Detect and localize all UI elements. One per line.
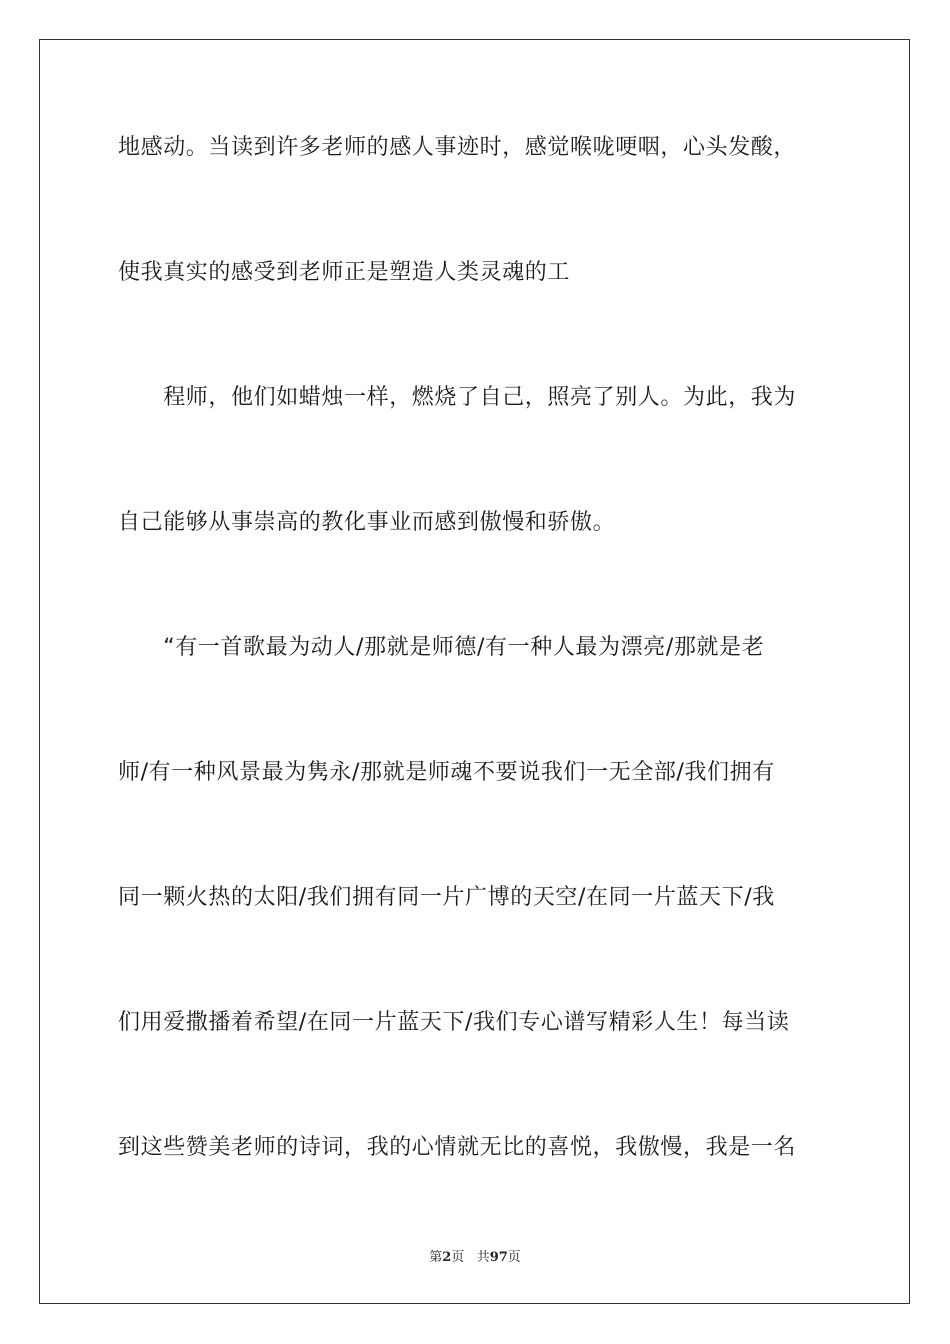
body-text-line-8: 们用爱撒播着希望/在同一片蓝天下/我们专心谱写精彩人生！每当读	[118, 1010, 790, 1035]
body-text-line-1: 地感动。当读到许多老师的感人事迹时，感觉喉咙哽咽，心头发酸，	[118, 135, 797, 160]
footer-total-suffix: 页	[507, 1250, 521, 1265]
page-footer	[0, 1246, 950, 1265]
footer-page-number: 2	[442, 1250, 452, 1265]
body-text-line-3: 程师，他们如蜡烛一样，燃烧了自己，照亮了别人。为此，我为	[118, 385, 797, 410]
footer-total-prefix: 共	[476, 1250, 490, 1265]
body-text-line-7: 同一颗火热的太阳/我们拥有同一片广博的天空/在同一片蓝天下/我	[118, 885, 775, 910]
body-text-line-2: 使我真实的感受到老师正是塑造人类灵魂的工	[118, 260, 571, 285]
footer-page-prefix: 第	[429, 1250, 443, 1265]
page-border	[39, 39, 910, 1304]
footer-total-pages: 97	[489, 1250, 508, 1265]
body-text-line-9: 到这些赞美老师的诗词，我的心情就无比的喜悦，我傲慢，我是一名	[118, 1135, 797, 1160]
body-text-line-6: 师/有一种风景最为隽永/那就是师魂不要说我们一无全部/我们拥有	[118, 760, 775, 785]
footer-page-suffix: 页	[451, 1250, 465, 1265]
body-text-line-5: “有一首歌最为动人/那就是师德/有一种人最为漂亮/那就是老	[118, 635, 765, 660]
body-text-line-4: 自己能够从事崇高的教化事业而感到傲慢和骄傲。	[118, 510, 616, 535]
